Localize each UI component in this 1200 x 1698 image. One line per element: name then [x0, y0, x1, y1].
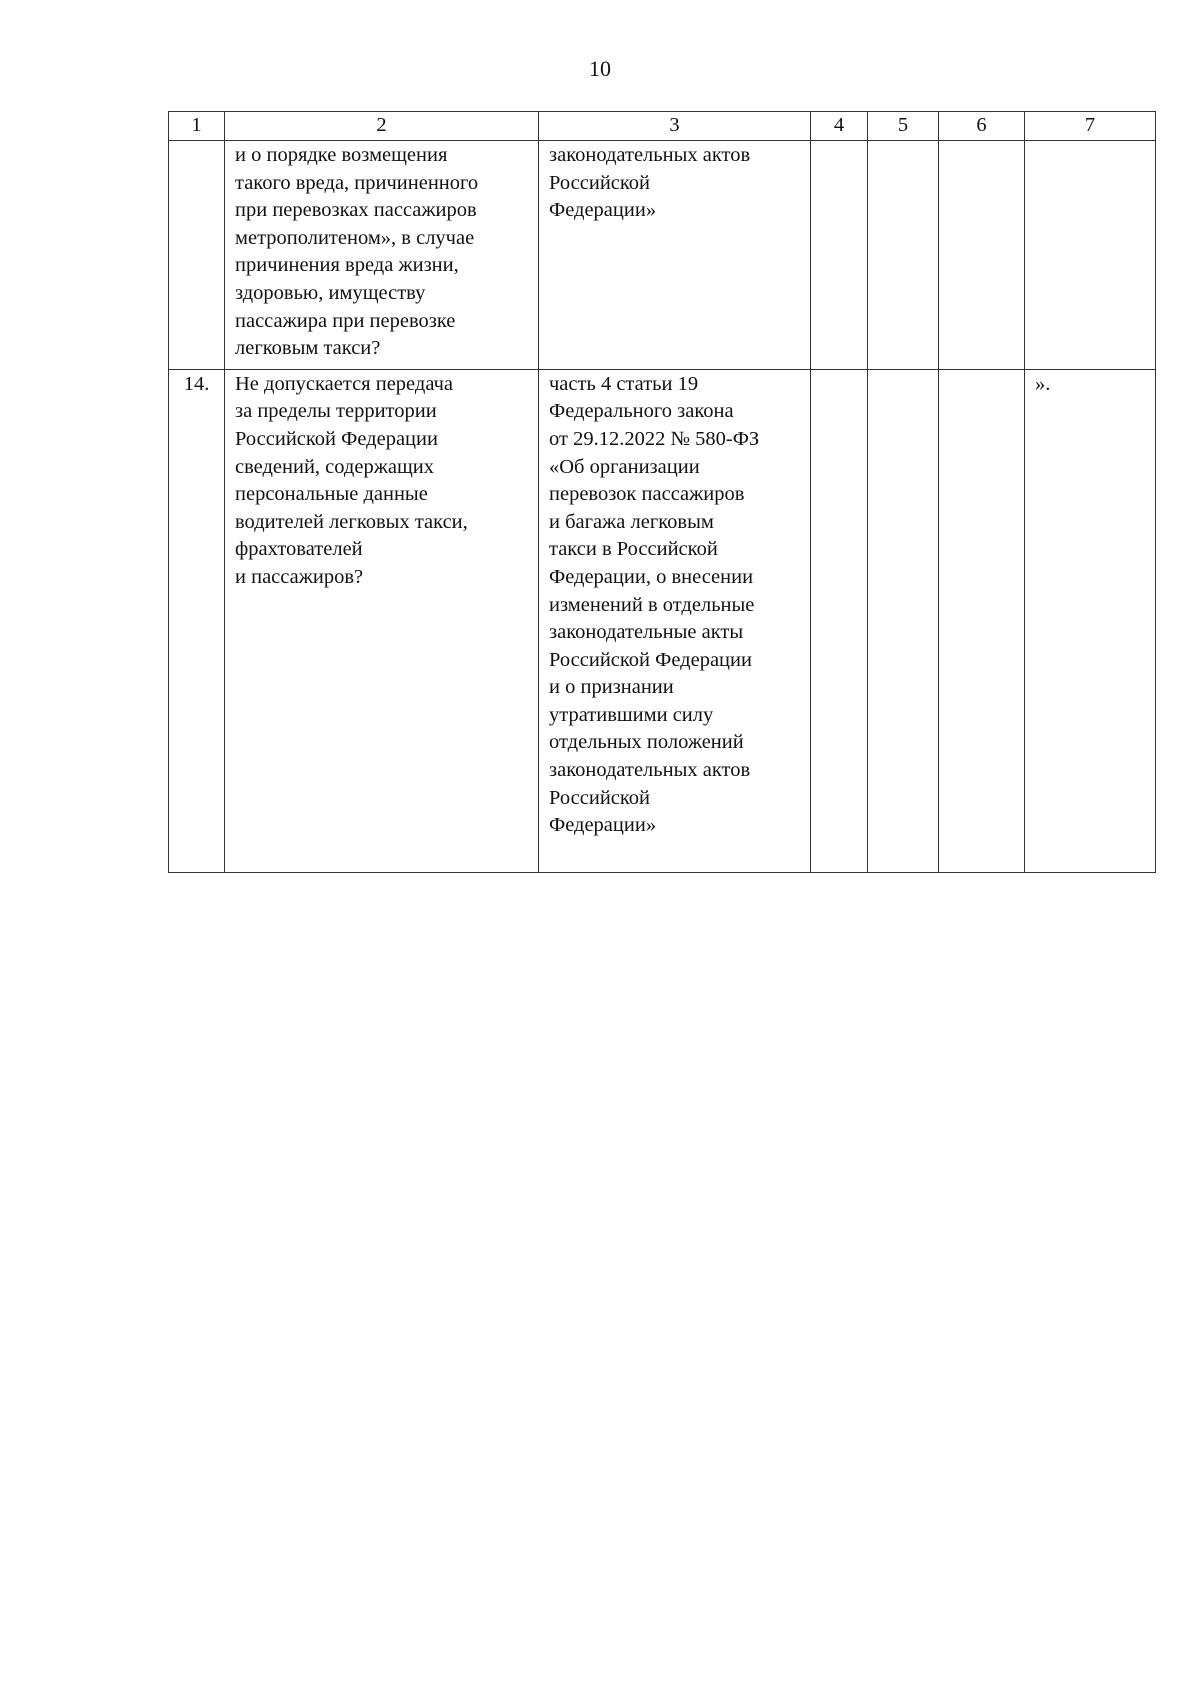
legal-reference-text: часть 4 статьи 19 Федерального закона от 29.12.2022 № 580-ФЗ «Об организации перевозок пассажиров и багажа легковым такси в Российской Федерации, о внесении изменений в отдельные законодательные акты Российской Федерации и о признании утратившими силу отдельных положений законодательных актов Российской Федерации»	[549, 372, 760, 837]
column-5-cell	[868, 141, 939, 370]
column-header-4: 4	[811, 112, 868, 141]
row-number	[169, 141, 224, 142]
legal-reference-cell	[539, 141, 811, 370]
column-header-6: 6	[939, 112, 1025, 141]
column-4-cell	[811, 369, 868, 872]
closing-quote-mark: ».	[1035, 372, 1051, 395]
checklist-table	[168, 111, 1156, 873]
row-number: 14.	[183, 372, 210, 395]
column-5-cell	[868, 369, 939, 872]
column-header-3: 3	[539, 112, 811, 141]
table-row	[169, 369, 1156, 872]
question-text: Не допускается передача за пределы территории Российской Федерации сведений, содержащих персональные данные водителей легковых такси, фрахтователей и пассажиров?	[235, 372, 468, 588]
row-number-cell	[169, 141, 225, 370]
column-header-7: 7	[1025, 112, 1156, 141]
column-6-cell	[939, 141, 1025, 370]
legal-reference-text: законодательных актов Российской Федерации»	[549, 144, 751, 222]
column-7-cell	[1025, 141, 1156, 370]
question-cell	[225, 141, 539, 370]
column-header-5: 5	[868, 112, 939, 141]
table-row	[169, 141, 1156, 370]
row-number-cell	[169, 369, 225, 872]
column-header-2: 2	[225, 112, 539, 141]
column-6-cell	[939, 369, 1025, 872]
column-numbers-row	[169, 112, 1156, 141]
legal-reference-cell	[539, 369, 811, 872]
column-header-1: 1	[169, 112, 225, 141]
question-cell	[225, 369, 539, 872]
column-7-cell	[1025, 369, 1156, 872]
column-4-cell	[811, 141, 868, 370]
page-number: 10	[589, 56, 611, 81]
question-text: и о порядке возмещения такого вреда, причиненного при перевозках пассажиров метрополитеном», в случае причинения вреда жизни, здоровью, имуществу пассажира при перевозке легковым такси?	[235, 144, 479, 360]
